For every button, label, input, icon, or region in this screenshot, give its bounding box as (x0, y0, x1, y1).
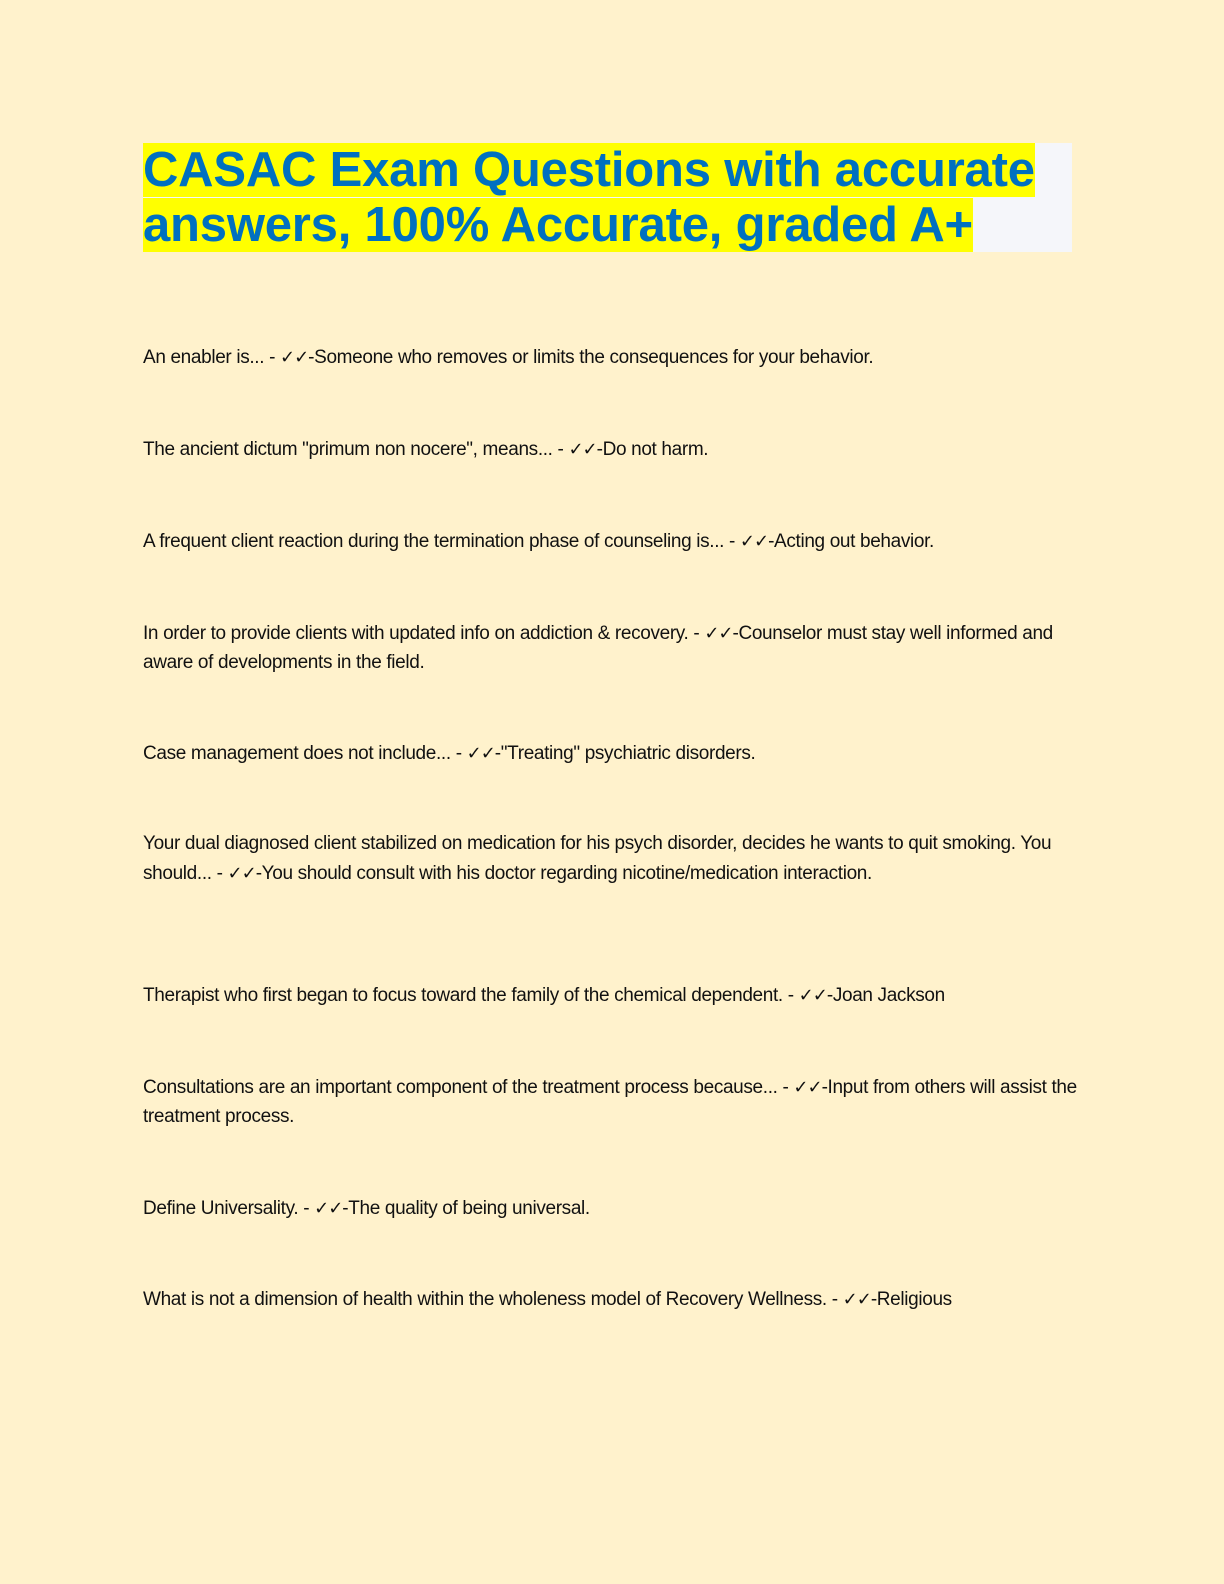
double-check-icon: ✓✓ (704, 623, 733, 644)
question-text: Consultations are an important component of the treatment process because... - (143, 1077, 794, 1098)
qa-item (143, 739, 1083, 768)
double-check-icon: ✓✓ (739, 531, 769, 552)
question-text: Case management does not include... - (143, 743, 467, 764)
qa-item (143, 829, 1083, 889)
answer-text: -Acting out behavior. (768, 531, 934, 552)
title-box (143, 143, 1072, 252)
qa-item (143, 527, 1083, 556)
answer-text: -Joan Jackson (826, 985, 945, 1006)
answer-text: -The quality of being universal. (342, 1198, 590, 1219)
qa-item (143, 619, 1083, 677)
double-check-icon: ✓✓ (798, 985, 827, 1006)
answer-text: -Someone who removes or limits the consequences for your behavior. (308, 347, 874, 368)
qa-item (143, 1285, 1083, 1314)
answer-text: -Input from others will assist the treatment process. (143, 1077, 1077, 1127)
qa-item (143, 1073, 1083, 1131)
qa-item (143, 1194, 1083, 1223)
double-check-icon: ✓✓ (842, 1289, 871, 1310)
answer-text: -Religious (870, 1289, 952, 1310)
double-check-icon: ✓✓ (466, 743, 495, 764)
qa-item (143, 343, 1083, 372)
document-title (143, 143, 1072, 252)
question-text: An enabler is... - (143, 347, 280, 368)
question-text: Therapist who first began to focus toward the family of the chemical dependent. - (143, 985, 799, 1006)
qa-item (143, 981, 1083, 1010)
double-check-icon: ✓✓ (227, 863, 256, 884)
answer-text: -"Treating" psychiatric disorders. (494, 743, 756, 764)
question-text: Your dual diagnosed client stabilized on medication for his psych disorder, decides he wants to quit smoking. You should... - (143, 833, 1052, 884)
double-check-icon: ✓✓ (314, 1198, 343, 1219)
title-line-1: CASAC Exam Questions with accurate (143, 143, 1035, 197)
question-text: In order to provide clients with updated info on addiction & recovery. - (143, 623, 705, 644)
question-text: A frequent client reaction during the termination phase of counseling is... - (143, 531, 740, 552)
title-line-2: answers, 100% Accurate, graded A+ (143, 197, 973, 252)
qa-item (143, 435, 1083, 464)
answer-text: -You should consult with his doctor regarding nicotine/medication interaction. (255, 863, 872, 884)
question-text: Define Universality. - (143, 1198, 315, 1219)
double-check-icon: ✓✓ (568, 439, 597, 460)
question-text: The ancient dictum "primum non nocere", means... - (143, 439, 569, 460)
double-check-icon: ✓✓ (279, 347, 309, 368)
answer-text: -Counselor must stay well informed and aware of developments in the field. (143, 623, 1053, 673)
question-text: What is not a dimension of health within the wholeness model of Recovery Wellness. - (143, 1289, 843, 1310)
double-check-icon: ✓✓ (793, 1077, 822, 1098)
answer-text: -Do not harm. (596, 439, 709, 460)
